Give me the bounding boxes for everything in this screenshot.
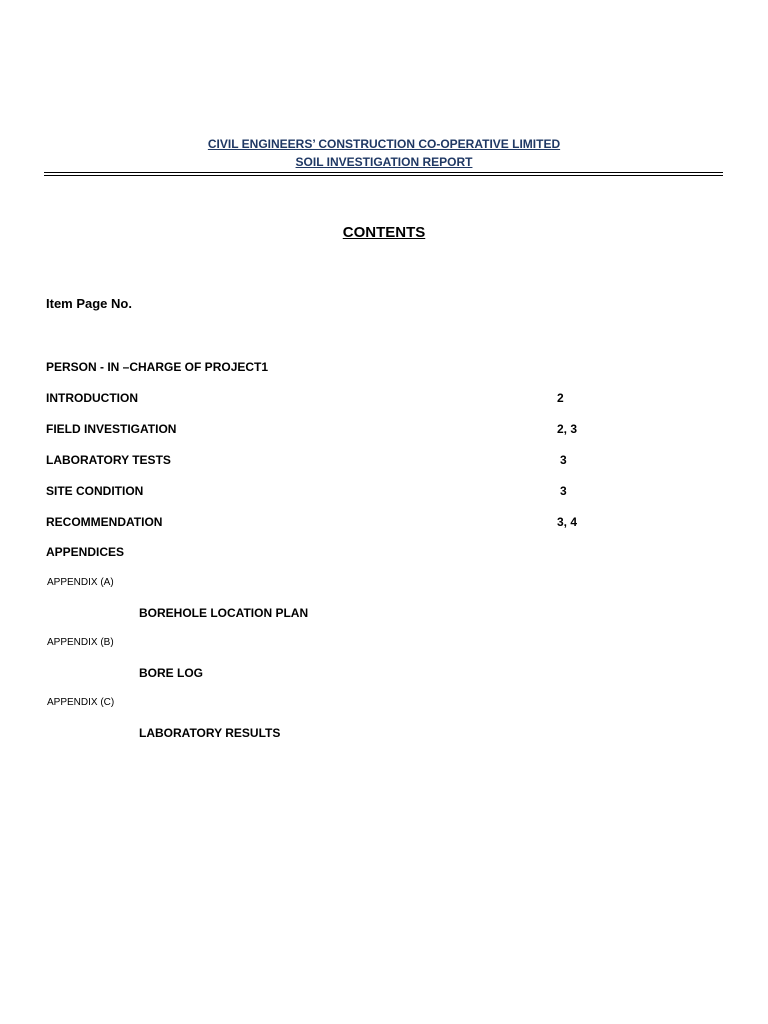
appendix-c-label: APPENDIX (C) — [47, 697, 115, 708]
toc-entry-person-in-charge: PERSON - IN –CHARGE OF PROJECT1 — [46, 360, 269, 374]
appendix-b-title: BORE LOG — [139, 666, 204, 680]
toc-page-field-investigation: 2, 3 — [557, 422, 578, 436]
report-title: SOIL INVESTIGATION REPORT — [295, 155, 473, 169]
appendix-a-title: BOREHOLE LOCATION PLAN — [139, 606, 309, 620]
toc-entry-recommendation: RECOMMENDATION — [46, 515, 163, 529]
company-name: CIVIL ENGINEERS’ CONSTRUCTION CO-OPERATIVE LIMITED — [207, 137, 561, 151]
appendix-a-label: APPENDIX (A) — [47, 577, 114, 588]
toc-entry-laboratory-tests: LABORATORY TESTS — [46, 453, 171, 467]
toc-entry-field-investigation: FIELD INVESTIGATION — [46, 422, 177, 436]
item-page-header: Item Page No. — [46, 296, 132, 311]
toc-page-introduction: 2 — [557, 391, 564, 405]
appendix-b-label: APPENDIX (B) — [47, 637, 114, 648]
header-rule-top — [44, 172, 723, 173]
toc-page-laboratory-tests: 3 — [560, 453, 567, 467]
toc-entry-site-condition: SITE CONDITION — [46, 484, 144, 498]
contents-heading: CONTENTS — [342, 224, 426, 241]
header-rule-bottom — [44, 175, 723, 176]
appendix-c-title: LABORATORY RESULTS — [139, 726, 281, 740]
toc-page-site-condition: 3 — [560, 484, 567, 498]
toc-entry-introduction: INTRODUCTION — [46, 391, 138, 405]
toc-page-recommendation: 3, 4 — [557, 515, 578, 529]
toc-entry-appendices: APPENDICES — [46, 545, 125, 559]
